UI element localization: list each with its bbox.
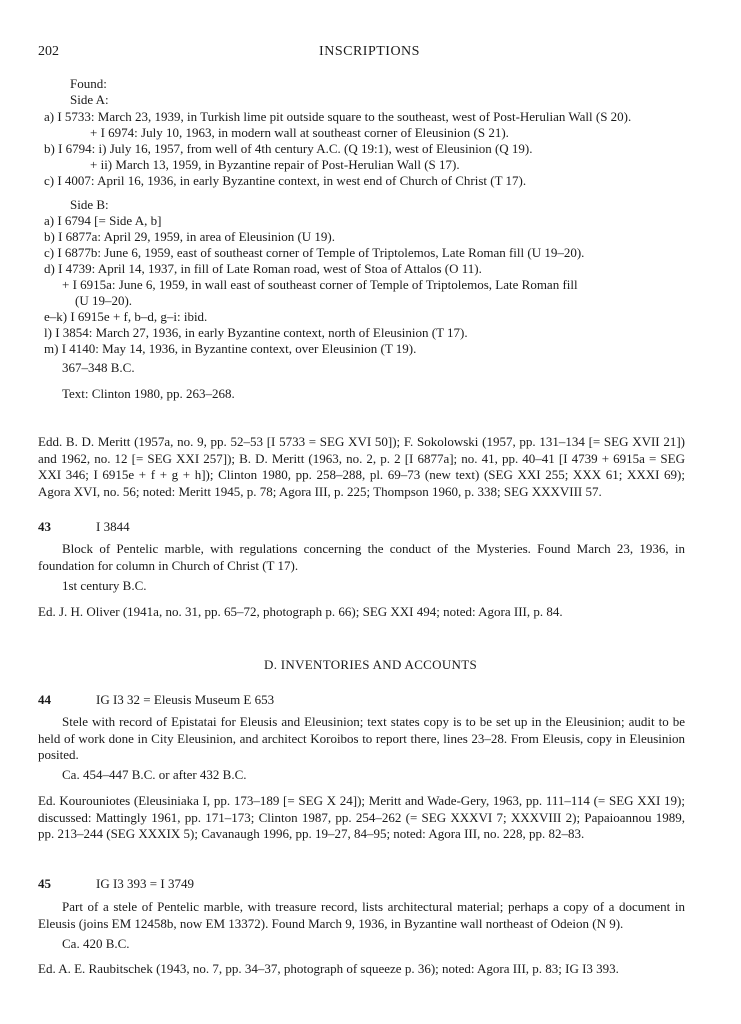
side-b-line: b) I 6877a: April 29, 1959, in area of Eleusinion (U 19). xyxy=(44,229,335,244)
entry-edition: Ed. Kourouniotes (Eleusiniaka I, pp. 173–189 [= SEG X 24]); Meritt and Wade-Gery, 1963, pp. 111–114 (= SEG XXI 19); discussed: Mattingly 1961, pp. 171–173; Clinton 1987, pp. 254–262 (= SEG XXXVI 7; XXXVIII 2); Papaioannou 1989, pp. 213–244 (SEG XXXIX 5); Cavanaugh 1996, pp. 19–27, 84–95; noted: Agora III, no. 228, pp. 82–83. xyxy=(38,793,685,841)
side-a-label: Side A: xyxy=(70,92,109,107)
side-a-line: a) I 5733: March 23, 1939, in Turkish lime pit outside square to the southeast, west of Post-Herulian Wall (S 20). xyxy=(44,109,632,124)
entry-number: 44 xyxy=(38,692,51,707)
side-b-line: a) I 6794 [= Side A, b] xyxy=(44,213,162,228)
entry-date: Ca. 420 B.C. xyxy=(62,936,130,951)
text-reference: Text: Clinton 1980, pp. 263–268. xyxy=(62,386,235,401)
entry-description: Block of Pentelic marble, with regulations concerning the conduct of the Mysteries. Found March 23, 1936, in foundation for column in Church of Christ (T 17). xyxy=(38,541,685,573)
side-b-line: (U 19–20). xyxy=(75,293,133,308)
side-a-line: + ii) March 13, 1959, in Byzantine repair of Post-Herulian Wall (S 17). xyxy=(90,157,460,172)
entry-description: Stele with record of Epistatai for Eleusis and Eleusinion; text states copy is to be set up in the Eleusinion; audit to be held of work done in City Eleusinion, and architect Koroibos to report there, lines 23–28. From Eleusis, copy in Eleusinion posited. xyxy=(38,714,685,762)
side-b-line: l) I 3854: March 27, 1936, in early Byzantine context, north of Eleusinion (T 17). xyxy=(44,325,468,340)
side-b-line: m) I 4140: May 14, 1936, in Byzantine context, over Eleusinion (T 19). xyxy=(44,341,417,356)
side-b-label: Side B: xyxy=(70,197,109,212)
running-title: INSCRIPTIONS xyxy=(319,44,420,59)
side-b-line: d) I 4739: April 14, 1937, in fill of Late Roman road, west of Stoa of Attalos (O 11). xyxy=(44,261,482,276)
entry-id: IG I3 393 = I 3749 xyxy=(96,876,194,891)
found-label: Found: xyxy=(70,76,107,91)
entry-edition: Ed. J. H. Oliver (1941a, no. 31, pp. 65–72, photograph p. 66); SEG XXI 494; noted: Agora III, p. 84. xyxy=(38,604,563,619)
side-a-line: c) I 4007: April 16, 1936, in early Byzantine context, in west end of Church of Christ (T 17). xyxy=(44,173,527,188)
entry-number: 45 xyxy=(38,876,51,891)
entry-description: Part of a stele of Pentelic marble, with treasure record, lists architectural material; perhaps a copy of a document in Eleusis (joins EM 12458b, now EM 13372). Found March 9, 1936, in Byzantine wall northeast of Odeion (N 9). xyxy=(38,899,685,931)
page-number: 202 xyxy=(38,44,59,59)
entry-id: IG I3 32 = Eleusis Museum E 653 xyxy=(96,692,275,707)
date-line: 367–348 B.C. xyxy=(62,360,135,375)
entry-date: 1st century B.C. xyxy=(62,578,147,593)
entry-id: I 3844 xyxy=(96,519,130,534)
side-b-line: + I 6915a: June 6, 1959, in wall east of southeast corner of Temple of Triptolemos, Late Roman fill xyxy=(62,277,578,292)
section-heading: D. INVENTORIES AND ACCOUNTS xyxy=(264,657,477,672)
editions-paragraph: Edd. B. D. Meritt (1957a, no. 9, pp. 52–53 [I 5733 = SEG XVI 50]); F. Sokolowski (1957, pp. 131–134 [= SEG XVII 21]) and 1962, no. 12 [= SEG XXI 257]); B. D. Meritt (1963, no. 2, p. 2 [I 6877a]; no. 41, pp. 40–41 [I 4739 + 6915a = SEG XXI 346; I 6915e + f + g + h]); Clinton 1980, pp. 258–288, pl. 69–73 (new text) (SEG XXI 255; XXX 61; XXXI 69); Agora XVI, no. 56; noted: Meritt 1945, p. 78; Agora III, p. 225; Thompson 1960, p. 338; SEG XXXVIII 57. xyxy=(38,434,685,499)
entry-edition: Ed. A. E. Raubitschek (1943, no. 7, pp. 34–37, photograph of squeeze p. 36); noted: Agora III, p. 83; IG I3 393. xyxy=(38,961,619,976)
page-header xyxy=(38,44,701,62)
side-b-line: c) I 6877b: June 6, 1959, east of southeast corner of Temple of Triptolemos, Late Roman fill (U 19–20). xyxy=(44,245,585,260)
entry-number: 43 xyxy=(38,519,51,534)
side-a-line: b) I 6794: i) July 16, 1957, from well of 4th century A.C. (Q 19:1), west of Eleusinion (Q 19). xyxy=(44,141,533,156)
entry-date: Ca. 454–447 B.C. or after 432 B.C. xyxy=(62,767,247,782)
side-a-line: + I 6974: July 10, 1963, in modern wall at southeast corner of Eleusinion (S 21). xyxy=(90,125,509,140)
side-b-line: e–k) I 6915e + f, b–d, g–i: ibid. xyxy=(44,309,208,324)
